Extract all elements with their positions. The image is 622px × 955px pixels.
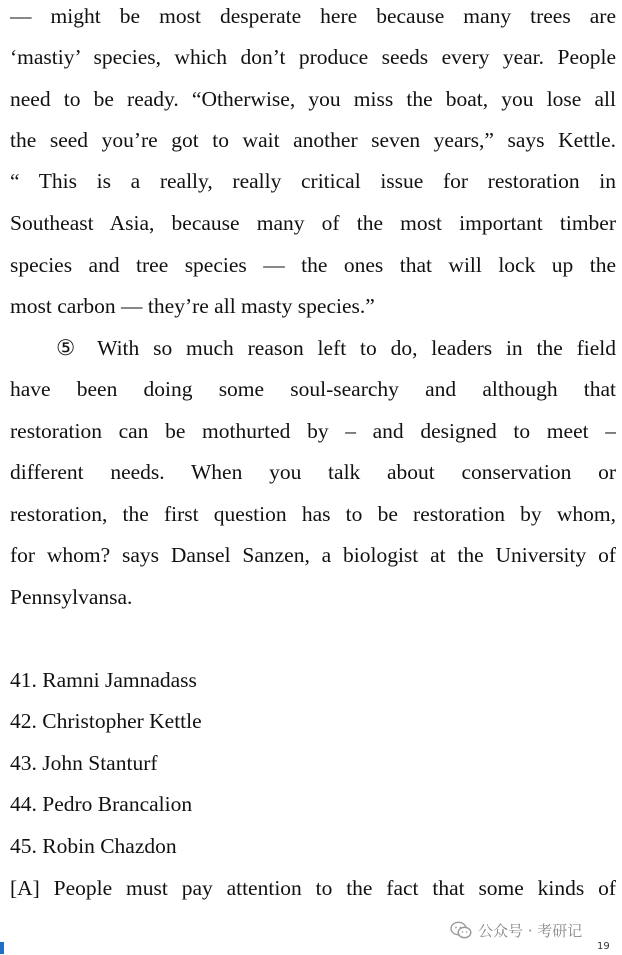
passage-line-12: different needs. When you talk about conservation or — [10, 460, 616, 484]
passage-line-1: — might be most desperate here because many trees are — [10, 4, 616, 28]
question-41: 41. Ramni Jamnadass — [10, 668, 197, 692]
passage-line-8: most carbon — they’re all masty species.” — [10, 294, 375, 318]
paragraph-5-first-line: ⑤ With so much reason left to do, leaders in the field — [56, 336, 616, 360]
passage-line-4: the seed you’re got to wait another seven years,” says Kettle. — [10, 128, 616, 152]
passage-line-3: need to be ready. “Otherwise, you miss the boat, you lose all — [10, 87, 616, 111]
passage-line-10: have been doing some soul-searchy and although that — [10, 377, 616, 401]
question-43: 43. John Stanturf — [10, 751, 158, 775]
wechat-icon — [450, 921, 472, 939]
question-44: 44. Pedro Brancalion — [10, 792, 193, 816]
passage-line-6: Southeast Asia, because many of the most important timber — [10, 211, 616, 235]
passage-line-2: ‘mastiy’ species, which don’t produce seeds every year. People — [10, 45, 616, 69]
passage-line-11: restoration can be mothurted by – and designed to meet – — [10, 419, 616, 443]
passage-line-7: species and tree species — the ones that will lock up the — [10, 253, 616, 277]
watermark-text: 公众号 · 考研记 — [478, 921, 583, 940]
passage-line-15: Pennsylvansa. — [10, 585, 133, 609]
question-45: 45. Robin Chazdon — [10, 834, 177, 858]
question-42: 42. Christopher Kettle — [10, 709, 202, 733]
page-number: 19 — [597, 941, 610, 952]
option-a: [A] People must pay attention to the fact that some kinds of — [10, 876, 616, 900]
passage-line-13: restoration, the first question has to be restoration by whom, — [10, 502, 616, 526]
passage-line-5: “ This is a really, really critical issue for restoration in — [10, 169, 616, 193]
passage-line-14: for whom? says Dansel Sanzen, a biologist at the University of — [10, 543, 616, 567]
page-edge-mark — [0, 942, 4, 954]
watermark — [450, 918, 582, 942]
